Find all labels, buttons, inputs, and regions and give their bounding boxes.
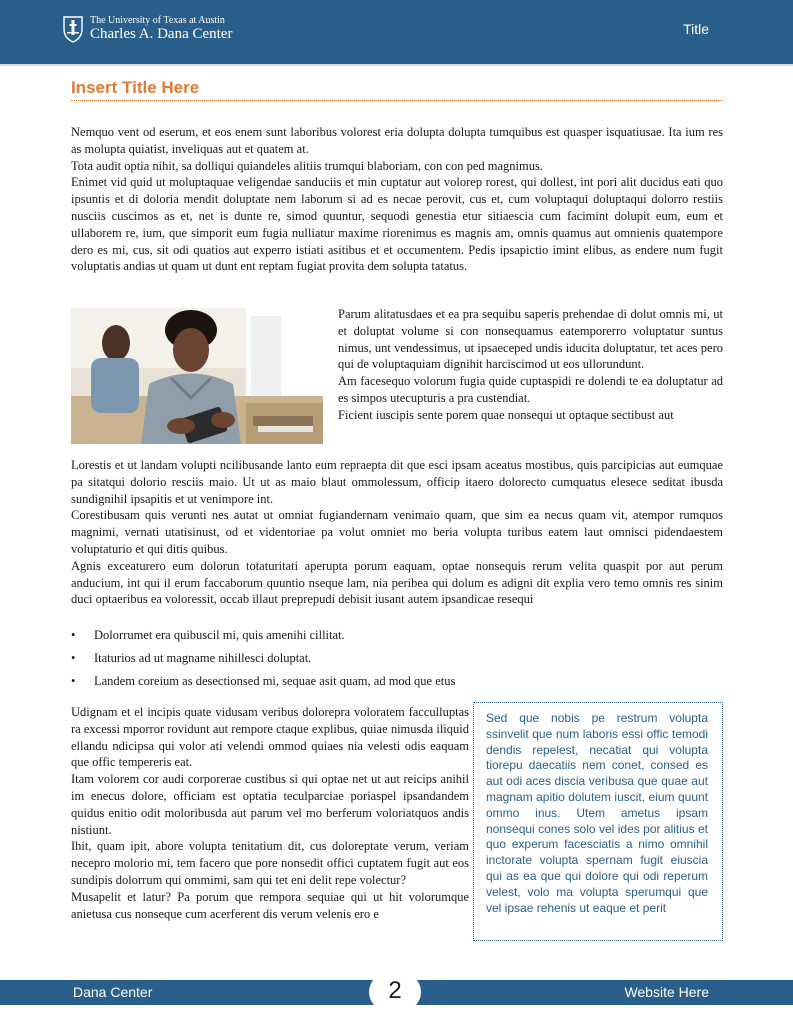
callout-box (473, 702, 723, 941)
bullet-dot-icon: • (71, 628, 76, 642)
footer-org-name: Dana Center (73, 984, 153, 1000)
dana-center-logo (62, 14, 232, 44)
bullet-list (71, 624, 723, 693)
callout-text: Sed que nobis pe restrum volupta ssinvelit que num laboris essi offic temodi dendis repelest, necatiat qui volupta tiorepu daecatiis nem conet, consed es aut odi aces discia veribusa que quae aut magnam apitio dolutem iuscit, eium quunt ommo inus. Utem ametus ipsam nonsequi cones solo vel ides por alitius et quo experum facesciatis a nimo omnihil inctorate volupta spernam fugit eiuscia qui as ea que qui dolore qui odi reperum velest, volo ma volupta sperumqui que vel ipsae rehenis ut eaque et perit (486, 711, 708, 915)
paragraph: Parum alitatusdaes et ea pra sequibu saperis prehendae di dolut omnis mi, ut et doluptat volume si con nonsequamus eatemporerro voluptatur suntus nimus, unt vendessimus, ut ipsaeceped undis iducita doluptatur, tet aces pero qui de voluptaquiam dignihit harciscimod ut eos ullorundunt. (338, 307, 723, 372)
paragraph: Musapelit et latur? Pa porum que rempora sequiae qui ut hit volorumque anietusa cus nonseque cum acerferent dis verum velenis ero e (71, 889, 469, 921)
bullet-item (71, 647, 723, 670)
page-title: Insert Title Here (71, 78, 723, 101)
bullet-text: Dolorrumet era quibuscil mi, quis amenihi cillitat. (94, 628, 345, 642)
paragraph: Am facesequo volorum fugia quide cuptaspidi re dolendi te ea doluptatur ad es simpos utecupturis a pra custendiat. (338, 374, 723, 405)
bullet-text: Landem coreium as desectionsed mi, sequae asit quam, ad mod que etus (94, 674, 456, 688)
bullet-text: Itaturios ad ut magname nihillesci doluptat. (94, 651, 312, 665)
paragraph: Agnis exceaturero eum dolorun totaturitati aperupta porum eaquam, optae nonsequis rerum velita quaspit por aut perum anducium, int qui il erum faccaborum quuntio nseque lam, nia peribea qui dolum es adigni dit explia vero temo omnis res sinim duci optaeribus ea voloressit, occab illaut preprepudi debisit iusant autem ipsandicae resequi (71, 558, 723, 607)
body-section-2 (338, 306, 723, 424)
paragraph: Ihit, quam ipit, abore volupta tenitatium dit, cus doloreptate verum, veriam necepro molorio mi, tem facero que pore nonsedit offici cuptatem fugit aut eos sundipis dolorrum qui ommimi, sam qui tet eni delit repe volectur? (71, 839, 469, 887)
ut-seal-icon (62, 14, 84, 44)
bullet-item (71, 624, 723, 647)
paragraph: Ficient iuscipis sente porem quae nonsequi ut optaque sectibust aut (338, 407, 674, 422)
bullet-dot-icon: • (71, 674, 76, 688)
footer-website: Website Here (624, 984, 709, 1000)
paragraph: Itam volorem cor audi corporerae custibus si qui optae net ut aut reicips anihil im enecus dolore, officiam est optatia teculparciae poriaspel ipsandandem quidus enitio odit moloribusda aut parum vel mo berferum voloriatquos andis nistiunt. (71, 772, 469, 837)
bullet-item (71, 670, 723, 693)
logo-center-text: Charles A. Dana Center (90, 26, 233, 42)
header-title: Title (683, 21, 709, 37)
bullet-dot-icon: • (71, 651, 76, 665)
paragraph: Udignam et el incipis quate vidusam veribus dolorepra voloratem facculluptas ra excessi mporror rovidunt aut rempore ctaque explibus, quiae nimusda iliquid ellandu ndicipsa qui volor ati velendi ommod quiaes nia velesti odis eaquam que offic tempereris eat. (71, 705, 469, 770)
paragraph: Enimet vid quid ut moluptaquae veligendae sanduciis et min cuptatur aut volorep rorest, qui dollest, int pori alit ducidus eati quo ipsuntis et di doloria mendit doluptate nem laborum si ad es necae perovit, cus et, cum voluptaqui doluptaqui dolorro restiis nusciis cuscimos as et, net is dunte re, simod quuntur, sequodi genestia etur sitiaescia cum facimint dolupit eum, eum et ullaborem re, ium, que simporit eum fugia nulliatur maxime riorenimus es magnis am, omnis quamus aut omnienis quatempore dero es mi, cus, sit odi quatios aut experro istiati asitibus et et occumentem. Pedis ipsapictio imint elibus, as endere num fugit voluptatis andias ut quam ut dunt ent reptam fugiat provita dem solupta tatatus. (71, 175, 723, 274)
paragraph: Nemquo vent od eserum, et eos enem sunt laboribus volorest eria dolupta dolupta tumquibus est quasper isquatiusae. Ita ium res as molupta quiatist, inveliquas aut et quatem at. (71, 125, 723, 156)
paragraph: Tota audit optia nihit, sa dolliqui quiandeles alitiis trumqui blaboriam, con con ped magnimus. (71, 158, 543, 173)
paragraph: Corestibusam quis verunti nes autat ut omniat fugiandernam venimaio quam, que sim ea necus quam vit, atempor rumquos magnimi, vernati utatisinust, od et videntoriae pa volut omniet mo beria volupta turibus eatem laut omnisci pidendaestem voluptaturio et qui ditis quibus. (71, 508, 723, 556)
page-number: 2 (369, 970, 421, 1014)
logo-university-text: The University of Texas at Austin (90, 15, 225, 26)
student-tablet-photo (71, 308, 323, 444)
paragraph: Lorestis et ut landam volupti ncilibusande lanto eum repraepta dit que esci ipsam aceatus mostibus, quis parcipicias aut eumquae pa sitatqui dolorio resciis maio. Ut ut as maio blaut ommolessum, officip itaero dolorecto cumquatus elesece seditat ibusda sundignihil ipsapitis et ut venimpore int. (71, 458, 723, 506)
body-section-4 (71, 704, 469, 922)
body-section-3 (71, 457, 723, 608)
body-section-1 (71, 124, 723, 275)
page-header (0, 0, 793, 66)
